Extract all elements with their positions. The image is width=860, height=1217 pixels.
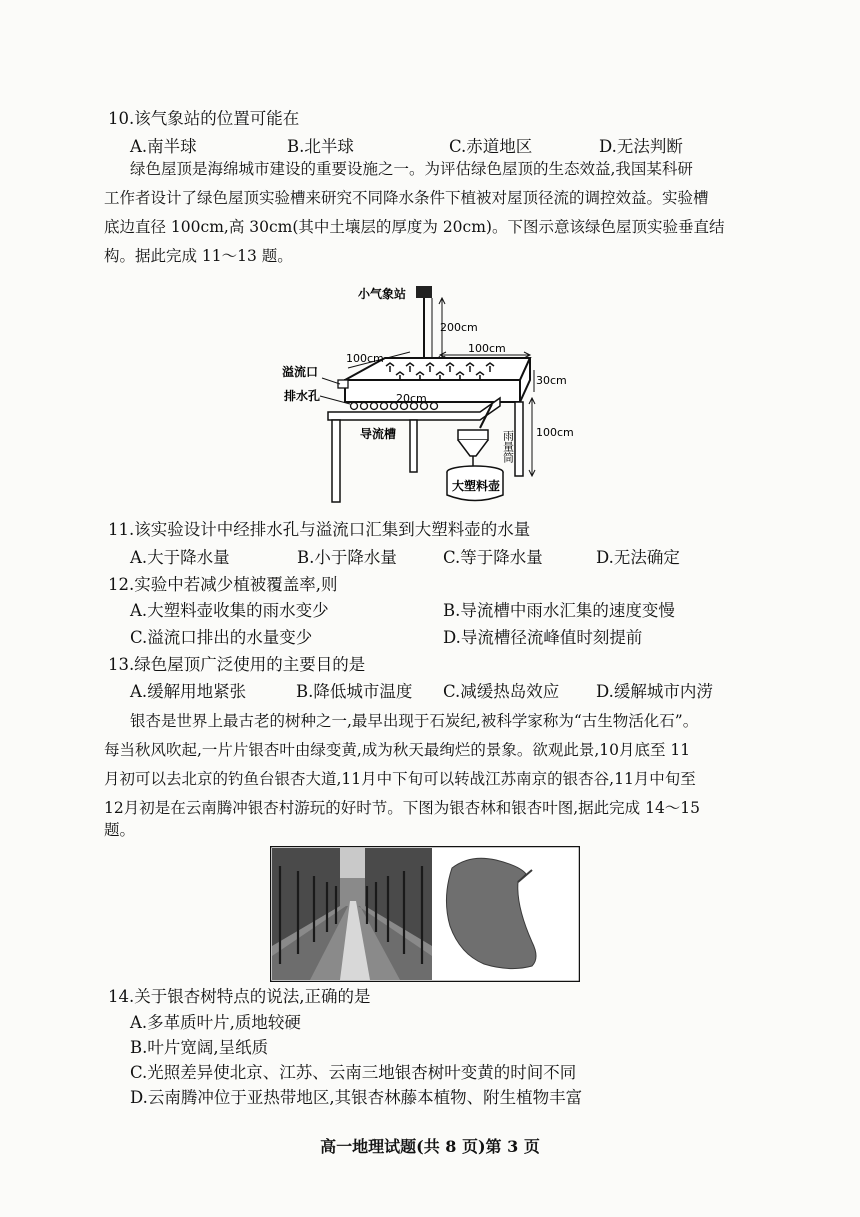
q14-option-a: A.多革质叶片,质地较硬 (130, 1013, 301, 1032)
rain-gauge-icon (458, 430, 488, 440)
q14-option-c: C.光照差异使北京、江苏、云南三地银杏树叶变黄的时间不同 (130, 1063, 577, 1082)
height-200-label: 200cm (440, 321, 478, 334)
rain-gauge-label (502, 430, 515, 463)
soil-20-label: 20cm (396, 392, 427, 405)
q10-option-c: C.赤道地区 (449, 137, 533, 156)
q10-option-d: D.无法判断 (599, 137, 683, 156)
q12-stem: 12.实验中若减少植被覆盖率,则 (108, 575, 338, 594)
q14-option-d: D.云南腾冲位于亚热带地区,其银杏林藤本植物、附生植物丰富 (130, 1088, 583, 1107)
passage2-line1: 银杏是世界上最古老的树种之一,最早出现于石炭纪,被科学家称为“古生物活化石”。 (130, 712, 699, 730)
width-100-left-label: 100cm (346, 352, 384, 365)
q13-option-a: A.缓解用地紧张 (130, 682, 247, 701)
q12-option-a: A.大塑料壶收集的雨水变少 (130, 601, 329, 620)
q12-option-d: D.导流槽径流峰值时刻提前 (443, 628, 643, 647)
passage2-line5: 题。 (104, 821, 136, 839)
overflow-label: 溢流口 (282, 365, 319, 379)
bucket-label: 大塑料壶 (452, 479, 501, 493)
q14-stem: 14.关于银杏树特点的说法,正确的是 (108, 987, 371, 1006)
height-30-label: 30cm (536, 374, 567, 387)
width-100-right-label: 100cm (468, 342, 506, 355)
q10-option-b: B.北半球 (287, 137, 354, 156)
channel-label: 导流槽 (360, 427, 397, 441)
q12-option-c: C.溢流口排出的水量变少 (130, 628, 313, 647)
q10-stem: 10.该气象站的位置可能在 (108, 109, 300, 128)
height-100-label: 100cm (536, 426, 574, 439)
q13-option-b: B.降低城市温度 (296, 682, 413, 701)
passage2-line4: 12月初是在云南腾冲银杏村游玩的好时节。下图为银杏林和银杏叶图,据此完成 14～15 (104, 799, 701, 817)
q14-option-b: B.叶片宽阔,呈纸质 (130, 1038, 269, 1057)
passage1-line2: 工作者设计了绿色屋顶实验槽来研究不同降水条件下植被对屋顶径流的调控效益。实验槽 (104, 189, 709, 207)
q11-option-b: B.小于降水量 (297, 548, 397, 567)
passage1-line3: 底边直径 100cm,高 30cm(其中土壤层的厚度为 20cm)。下图示意该绿色屋顶实验垂直结 (104, 218, 725, 236)
q10-option-a: A.南半球 (130, 137, 197, 156)
passage1-line4: 构。据此完成 11～13 题。 (104, 247, 293, 265)
drain-label: 排水孔 (284, 389, 321, 403)
q13-option-c: C.减缓热岛效应 (443, 682, 560, 701)
weather-station-icon (416, 286, 432, 298)
passage2-line2: 每当秋风吹起,一片片银杏叶由绿变黄,成为秋天最绚烂的景象。欲观此景,10月底至 11 (104, 741, 691, 759)
svg-text:雨量筒: 雨量筒 (501, 430, 515, 463)
q11-stem: 11.该实验设计中经排水孔与溢流口汇集到大塑料壶的水量 (108, 520, 531, 539)
q13-option-d: D.缓解城市内涝 (596, 682, 713, 701)
q13-stem: 13.绿色屋顶广泛使用的主要目的是 (108, 655, 366, 674)
green-roof-experiment-figure (280, 280, 600, 510)
page-footer: 高一地理试题(共 8 页)第 3 页 (320, 1137, 540, 1156)
station-label: 小气象站 (358, 287, 407, 301)
passage2-line3: 月初可以去北京的钓鱼台银杏大道,11月中下旬可以转战江苏南京的银杏谷,11月中旬至 (104, 770, 696, 788)
ginkgo-forest-photo (272, 848, 432, 980)
ginkgo-figure (270, 846, 580, 982)
q11-option-c: C.等于降水量 (443, 548, 543, 567)
q12-option-b: B.导流槽中雨水汇集的速度变慢 (443, 601, 675, 620)
passage1-line1: 绿色屋顶是海绵城市建设的重要设施之一。为评估绿色屋顶的生态效益,我国某科研 (130, 160, 693, 178)
q11-option-a: A.大于降水量 (130, 548, 230, 567)
q11-option-d: D.无法确定 (596, 548, 680, 567)
